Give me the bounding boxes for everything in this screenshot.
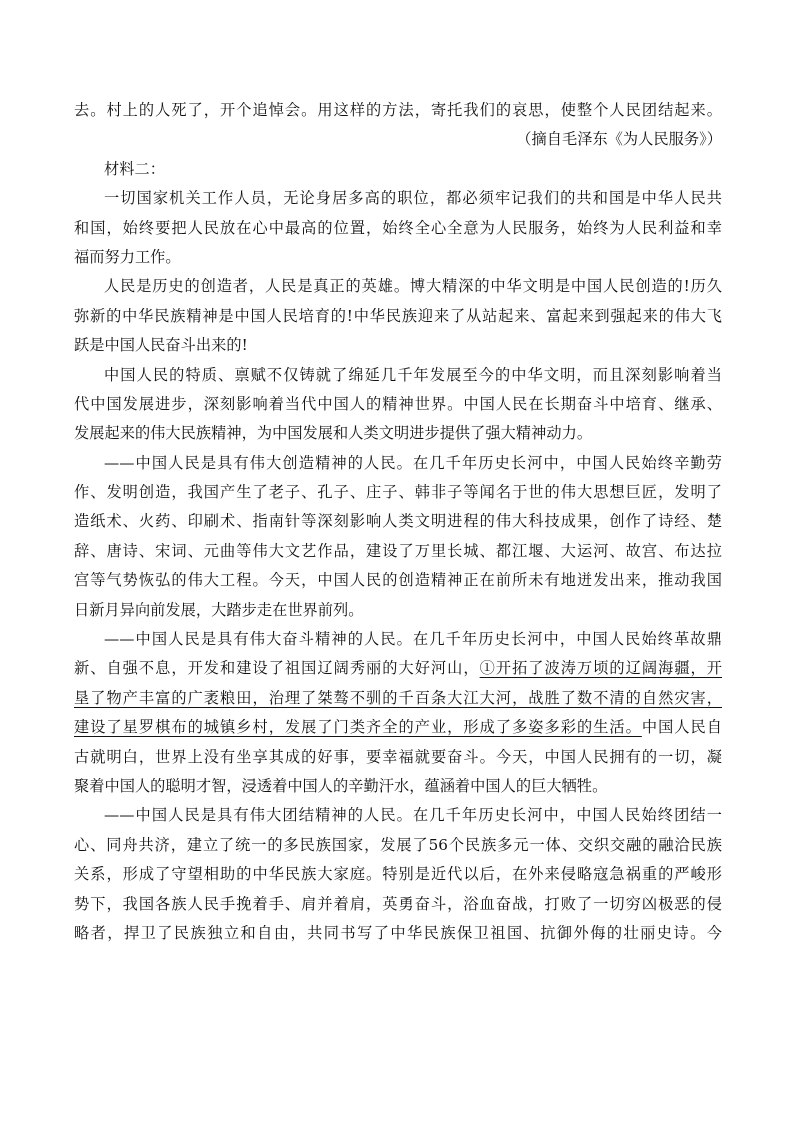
text-span: 发展起来的伟大民族精神，为中国发展和人类文明进步提供了强大精神动力。 bbox=[74, 424, 593, 443]
text-span: （摘自毛泽东《为人民服务》） bbox=[516, 130, 722, 149]
text-span: ——中国人民是具有伟大奋斗精神的人民。在几千年历史长河中，中国人民始终革故鼎 bbox=[104, 630, 722, 649]
text-line bbox=[74, 537, 722, 566]
text-span: 和国，始终要把人民放在心中最高的位置，始终全心全意为人民服务，始终为人民利益和幸 bbox=[74, 218, 722, 237]
text-line bbox=[74, 361, 722, 390]
text-line bbox=[74, 566, 722, 595]
text-line bbox=[74, 772, 722, 801]
text-line bbox=[74, 743, 722, 772]
text-span: 材料二： bbox=[104, 159, 165, 178]
text-line bbox=[74, 243, 722, 272]
text-span: 略者，捍卫了民族独立和自由，共同书写了中华民族保卫祖国、抗御外侮的壮丽史诗。今 bbox=[74, 923, 722, 942]
section-heading bbox=[74, 155, 722, 184]
text-line bbox=[74, 625, 722, 654]
text-line bbox=[74, 596, 722, 625]
text-line bbox=[74, 478, 722, 507]
text-line bbox=[74, 684, 722, 713]
text-line bbox=[74, 507, 722, 536]
text-line bbox=[74, 919, 722, 948]
text-span: 作、发明创造，我国产生了老子、孔子、庄子、韩非子等闻名于世的伟大思想巨匠，发明了 bbox=[74, 483, 722, 502]
text-line bbox=[74, 801, 722, 830]
text-span: 心、同舟共济，建立了统一的多民族国家，发展了56个民族多元一体、交织交融的融洽民族 bbox=[74, 835, 722, 854]
text-span: ——中国人民是具有伟大团结精神的人民。在几千年历史长河中，中国人民始终团结一 bbox=[104, 806, 722, 825]
text-span: 弥新的中华民族精神是中国人民培育的!中华民族迎来了从站起来、富起来到强起来的伟大飞 bbox=[74, 306, 722, 325]
text-span: 中国人民的特质、禀赋不仅铸就了绵延几千年发展至今的中华文明，而且深刻影响着当 bbox=[104, 365, 722, 384]
text-span: 辞、唐诗、宋词、元曲等伟大文艺作品，建设了万里长城、都江堰、大运河、故宫、布达拉 bbox=[74, 541, 722, 560]
text-line bbox=[74, 449, 722, 478]
text-span: 聚着中国人的聪明才智，浸透着中国人的辛勤汗水，蕴涵着中国人的巨大牺牲。 bbox=[74, 776, 608, 795]
text-line bbox=[74, 390, 722, 419]
text-line bbox=[74, 214, 722, 243]
underlined-passage: 垦了物产丰富的广袤粮田，治理了桀骜不驯的千百条大江大河，战胜了数不清的自然灾害， bbox=[74, 688, 722, 707]
text-line bbox=[74, 184, 722, 213]
text-span: 新、自强不息，开发和建设了祖国辽阔秀丽的大好河山， bbox=[74, 659, 480, 678]
underlined-passage: 建设了星罗棋布的城镇乡村，发展了门类齐全的产业，形成了多姿多彩的生活。 bbox=[74, 718, 642, 737]
text-span: 造纸术、火药、印刷术、指南针等深刻影响人类文明进程的伟大科技成果，创作了诗经、楚 bbox=[74, 512, 722, 531]
text-span: 宫等气势恢弘的伟大工程。今天，中国人民的创造精神正在前所未有地迸发出来，推动我国 bbox=[74, 571, 722, 590]
text-line bbox=[74, 419, 722, 448]
text-span: 跃是中国人民奋斗出来的! bbox=[74, 336, 248, 355]
text-line bbox=[74, 331, 722, 360]
text-span: 势下，我国各族人民手挽着手、肩并着肩，英勇奋斗，浴血奋战，打败了一切穷凶极恶的侵 bbox=[74, 894, 722, 913]
underlined-passage: ①开拓了波涛万顷的辽阔海疆，开 bbox=[479, 659, 723, 678]
text-span: 日新月异向前发展，大踏步走在世界前列。 bbox=[74, 600, 364, 619]
text-span: 去。村上的人死了，开个追悼会。用这样的方法，寄托我们的哀思，使整个人民团结起来。 bbox=[74, 101, 722, 119]
text-span: 代中国发展进步，深刻影响着当代中国人的精神世界。中国人民在长期奋斗中培育、继承、 bbox=[74, 394, 722, 413]
text-line bbox=[74, 96, 722, 125]
text-line bbox=[74, 654, 722, 683]
text-line bbox=[74, 831, 722, 860]
text-span: 一切国家机关工作人员，无论身居多高的职位，都必须牢记我们的共和国是中华人民共 bbox=[104, 189, 722, 208]
text-span: 福而努力工作。 bbox=[74, 247, 181, 266]
text-span: ——中国人民是具有伟大创造精神的人民。在几千年历史长河中，中国人民始终辛勤劳 bbox=[104, 453, 722, 472]
text-line bbox=[74, 302, 722, 331]
document-page bbox=[74, 96, 722, 948]
text-span: 关系，形成了守望相助的中华民族大家庭。特别是近代以后，在外来侵略寇急祸重的严峻形 bbox=[74, 865, 722, 884]
text-line bbox=[74, 272, 722, 301]
text-span: 古就明白，世界上没有坐享其成的好事，要幸福就要奋斗。今天，中国人民拥有的一切，凝 bbox=[74, 747, 722, 766]
text-line bbox=[74, 860, 722, 889]
text-line bbox=[74, 890, 722, 919]
text-line bbox=[74, 713, 722, 742]
text-span: 中国人民自 bbox=[641, 718, 723, 737]
text-span: 人民是历史的创造者，人民是真正的英雄。博大精深的中华文明是中国人民创造的!历久 bbox=[104, 277, 722, 296]
source-citation bbox=[74, 125, 722, 154]
